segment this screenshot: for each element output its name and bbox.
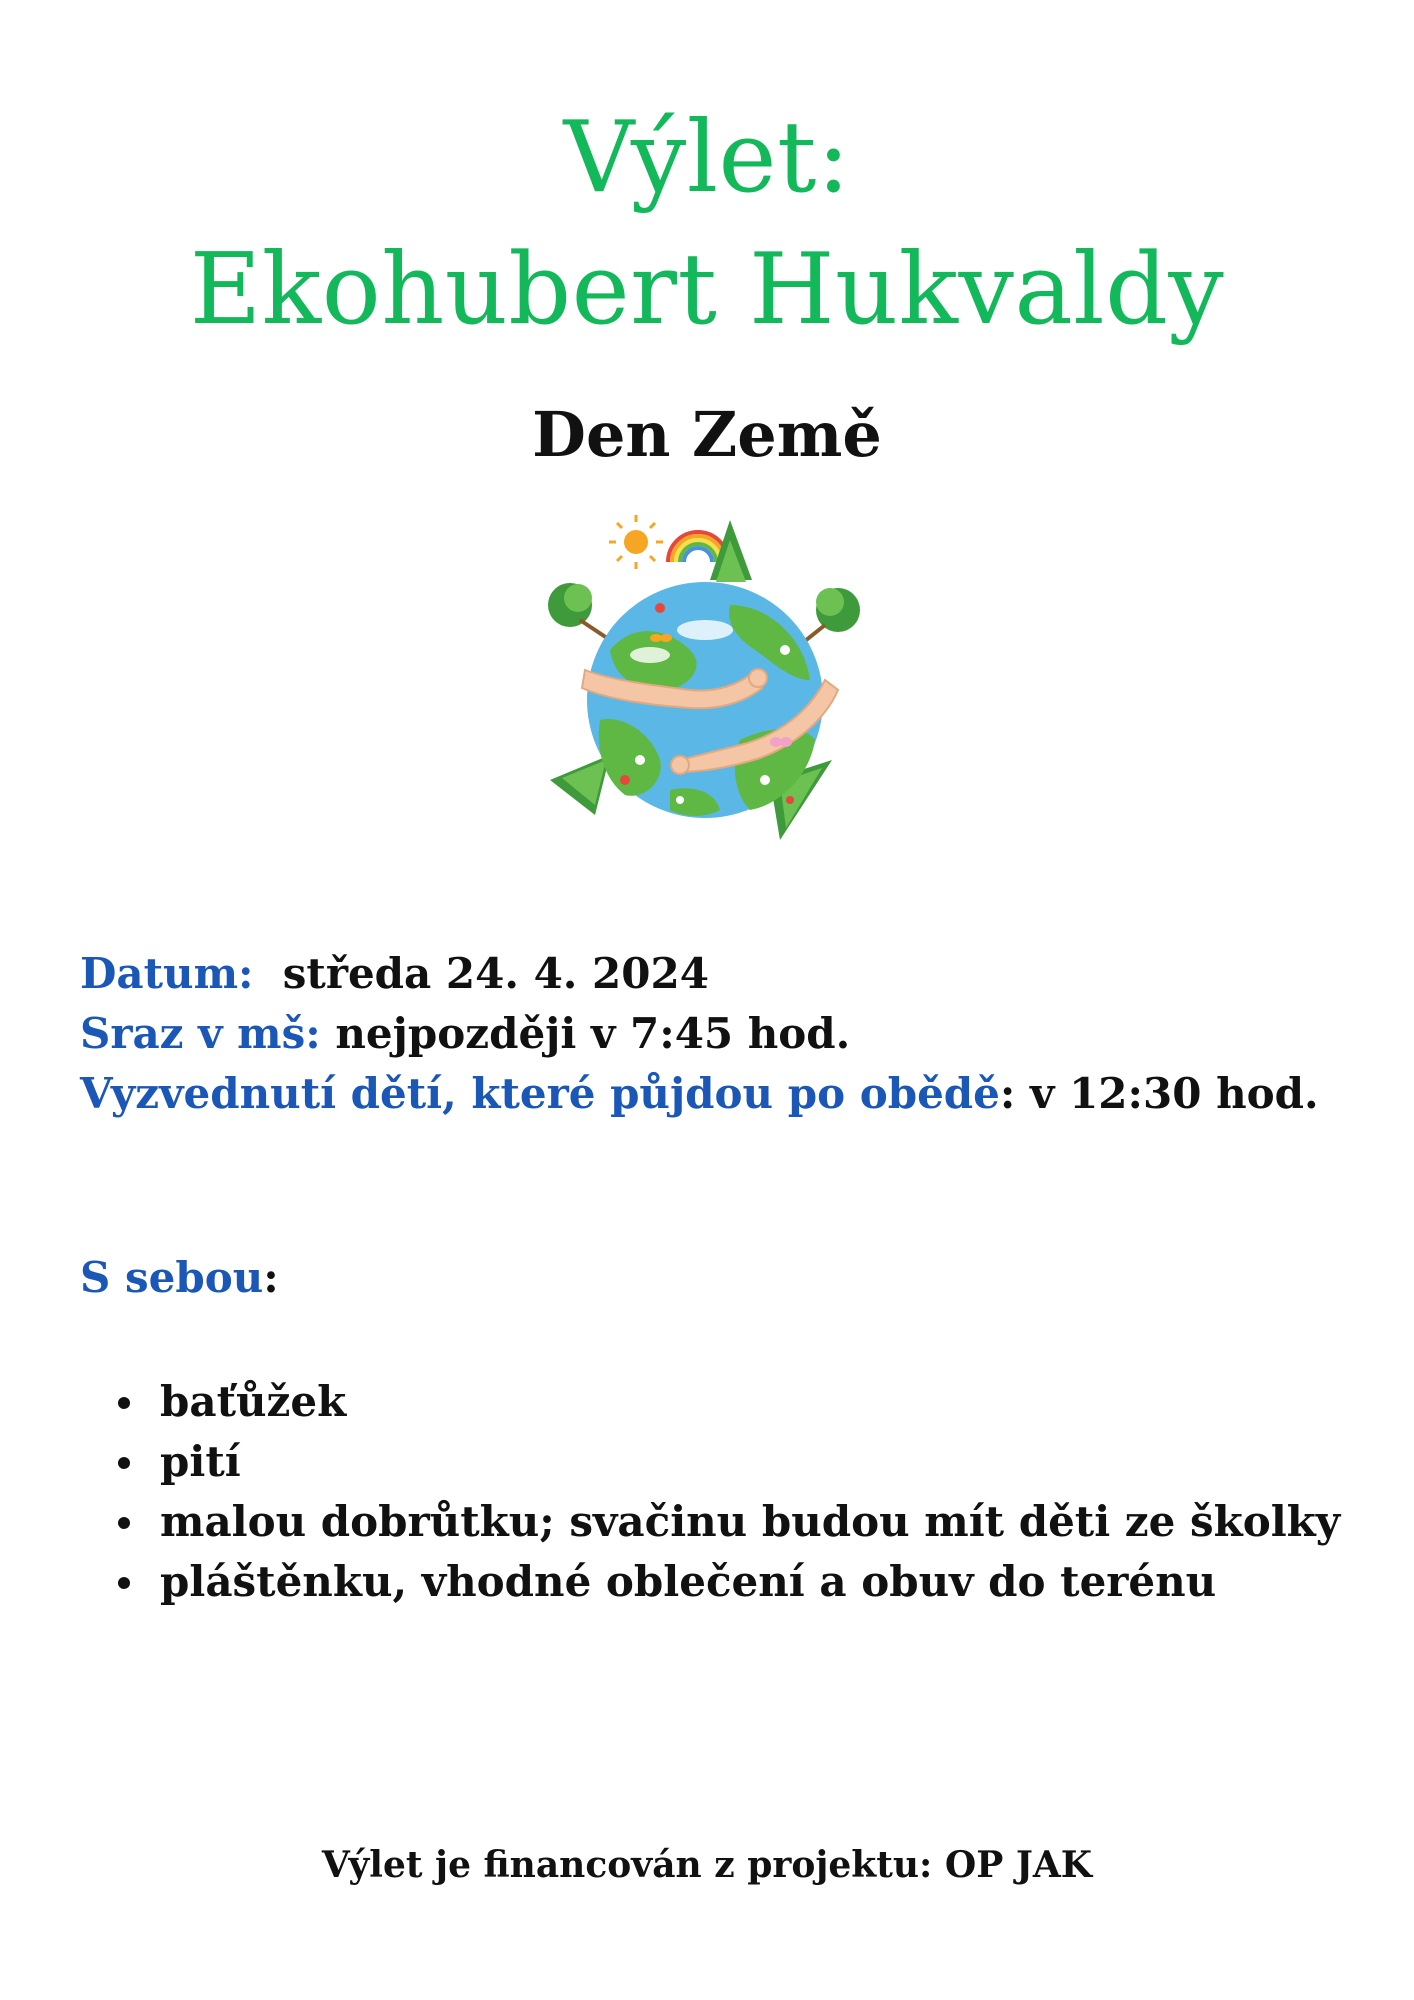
list-item xyxy=(118,1432,1340,1492)
meet-label: Sraz v mš: xyxy=(80,1009,321,1058)
list-item xyxy=(118,1372,1340,1432)
bullet-icon xyxy=(118,1457,130,1469)
sun-icon xyxy=(609,515,663,569)
funding-note: Výlet je financován z projektu: OP JAK xyxy=(321,1844,1093,1886)
list-item-text: pití xyxy=(160,1437,241,1486)
bullet-icon xyxy=(118,1577,130,1589)
list-item-text: pláštěnku, vhodné oblečení a obuv do terénu xyxy=(160,1557,1217,1606)
bring-heading-sep: : xyxy=(263,1253,279,1302)
event-details xyxy=(80,944,1319,1124)
meet-row xyxy=(80,1004,1319,1064)
date-value: středa 24. 4. 2024 xyxy=(282,949,709,998)
list-item-text: malou dobrůtku; svačinu budou mít děti ze školky xyxy=(160,1497,1341,1546)
date-row xyxy=(80,944,1319,1004)
pickup-row xyxy=(80,1064,1319,1124)
bullet-icon xyxy=(118,1397,130,1409)
earth-hug-icon xyxy=(540,510,870,850)
pickup-value: v 12:30 hod. xyxy=(1030,1069,1319,1118)
pickup-sep: : xyxy=(999,1069,1016,1118)
title-line-2: Ekohubert Hukvaldy xyxy=(189,233,1225,347)
bring-heading-label: S sebou xyxy=(80,1253,264,1302)
bullet-icon xyxy=(118,1517,130,1529)
tree-icon xyxy=(548,583,610,640)
page-title xyxy=(0,92,1414,356)
list-item xyxy=(118,1552,1340,1612)
title-line-1: Výlet: xyxy=(563,101,851,215)
list-item-text: baťůžek xyxy=(160,1377,347,1426)
tree-icon xyxy=(550,755,610,815)
pickup-label: Vyzvednutí dětí, které půjdou po obědě xyxy=(80,1069,1000,1118)
date-label: Datum: xyxy=(80,949,254,998)
subtitle: Den Země xyxy=(532,398,882,471)
tree-icon xyxy=(800,588,860,645)
bring-heading xyxy=(80,1248,279,1308)
bring-list xyxy=(118,1372,1340,1612)
list-item xyxy=(118,1492,1340,1552)
meet-value: nejpozději v 7:45 hod. xyxy=(335,1009,851,1058)
